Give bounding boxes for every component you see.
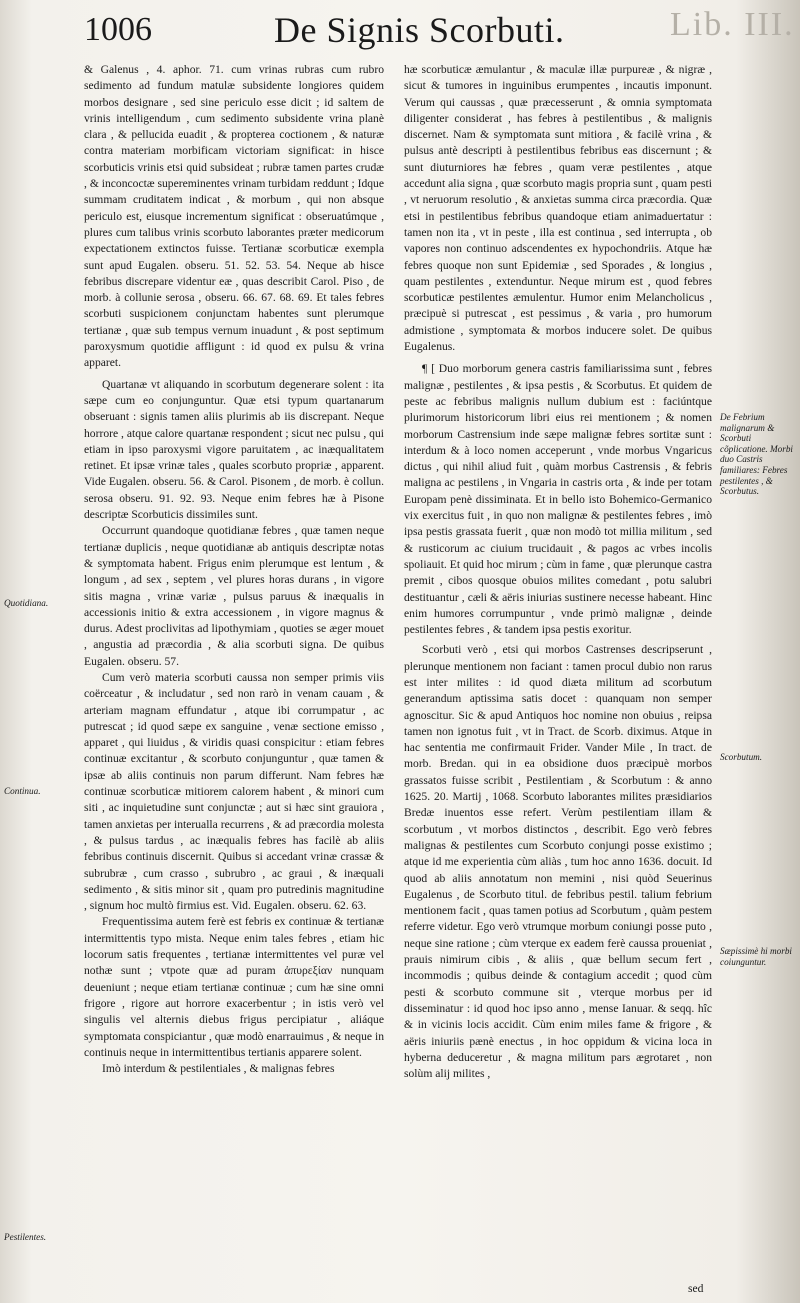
- paragraph-mixed-fever: Frequentissima autem ferè est febris ex continuæ & tertianæ intermittentis typo mista. Neque enim tales febres , etiam hic locorum satis frequentes , tertianæ intermittentes vel puræ vel nothæ sunt ; vtpote quæ ad puram ἀπυρεξίαν nunquam deueniunt ; neque etiam tertianæ continuæ ; cum hæ sine omni frigore , rigore aut horrore exacerbentur ; in istis verò vel singulis vel alternis diebus frigus percipiatur , aliáque symptomata conspiciantur , quæ modò enarrauimus , & neque in continuis neque in intermittentibus tertianis apparere solent.: [84, 915, 384, 1059]
- paragraph-pestilential: Imò interdum & pestilentiales , & malignas febres: [102, 1062, 335, 1076]
- paragraph-quotidian: Occurrunt quandoque quotidianæ febres , quæ tamen neque tertianæ duplicis , neque quotidianæ ab antiquis descriptæ notas & symptomata habent. Frigus enim plerumque est lentum , & longum , ad sex , septem , vel plures horas durans , in vigore sitis magna , vrinæ variæ , pulsus paruus & inæqualis in accessionis initio & extra accessionem , in vigore magnus & durus. Adest proclivitas ad lipothymiam , quoties se æger mouet , angustia ad præcordia , & alia scorbuti signa. De quibus Eugalen. obseru. 57.: [84, 524, 384, 668]
- paragraph-quartan: Quartanæ vt aliquando in scorbutum degenerare solent : ita sæpe cum eo conjunguntur. Quæ etsi typum quartanarum obseruant : signis tamen aliis plurimis ab iis discrepant. Neque horrore , atque calore quartanæ respondent ; sicut nec pulsu , qui etiam in ipso paroxysmi vigore paruitatem , ac inæqualitatem retinet. Et ipsæ vrinæ tales , quales scorbuto propriæ , apparent. Vide Eugalen. obseru. 56. & Carol. Pisonem , de morb. è collun. serosa obseru. 91. 92. 93. Neque enim febres hæ à Pisone descriptæ Scorbuticis dissimiles sunt.: [84, 377, 384, 522]
- paragraph-continuous: Cum verò materia scorbuti caussa non semper primis viis coërceatur , & includatur , sed non rarò in venam cauam , & arteriam magnam effundatur , atque ibi corrumpatur , ac putrescat ; id quod sæpe ex sanguine , venæ sectione emisso , apparet , qui liuidus , & viridis quasi conspicitur : etiam febres continuæ excitantur , & scorbuto conjunguntur , quæ tamen & ipsæ ab aliis continuis non parum differunt. Nam febres hæ continuæ scorbuticæ mitiorem calorem habent , & minori cum siti , ac inquietudine sunt conjunctæ ; aut si hæc sint grauiora , tamen anxietas per interualla recurrens , & ad præcordia molesta , & pulsus tardus , ac inæqualis febres has facilè ab aliis febribus continuis discernit. Quibus si accedant vrinæ crassæ & subrubræ , cum crasso , subrubro , ac graui , & inæquali sedimento , & sitis minor sit , quam pro putredinis magnitudine , signum hoc multò firmius est. Vid. Eugalen. obseru. 62. 63.: [84, 670, 384, 913]
- page-number: 1006: [84, 11, 152, 48]
- bleed-through-text: Lib. III.: [670, 6, 795, 43]
- right-column: [404, 62, 712, 1082]
- paragraph-scurvy-soldiers: Scorbuti verò , etsi qui morbos Castrenses descripserunt , plerunque mentionem non faciant : tamen procul dubio non rarus est inter milites : id quod diæta militum ad scorbutum generandum aptissima satis docet : quanquam non semper agnoscitur. Sic & apud Antiquos hoc nomine non obuius , reipsa tamen non ignotus fuit , vt in Tract. de Scorb. diximus. Atque in hac sententia me confirmauit Frider. Vander Mile , In tract. de morb. Bredan. qui in ea obsidione duos præcipuè morbos grassatos fuisse scribit , Pestilentiam , & Scorbutum : & anno 1625. 20. Martij , 1068. Scorbuto laborantes milites præsidiarios Bredæ inuentos esse refert. Verùm pestilentiam illam & scorbutum , vt morbos distinctos , describit. Ego verò febres malignas & pestilentes cum Scorbuto conjungi posse existimo ; atque id me experientia cùm aliàs , tum hoc anno 1636. docuit. Id quod ab aliis annotatum non memini , nisi quòd Seuerinus Eugalenus , de Scorbuto titul. de febribus pestil. talium febrium mentionem facit , quas tamen potius ad Scorbutum , quàm pestem referre videtur. Ego verò vtrumque morbum coniungi posse puto , neque sine ratione ; cùm vterque ex eadem ferè caussa proueniat , prauis nimirum cibis , & aliis , quæ bellum secum fert , incommodis ; quibus deinde & contagium accedit ; quod cùm pesti & scorbuto commune sit , vterque morbus per id disseminatur : id quod hoc ipso anno , mense Ianuar. & seqq. hîc & in vicinis locis accidit. Cùm enim miles fame & frigore , & aëris iniuriis pænè enectus , in hoc oppidum & vicina loca in hyberna deduceretur , & magna militum pars ægrotaret , non solùm alij milites ,: [404, 643, 712, 1081]
- paragraph-scorbutic-fevers: hæ scorbuticæ æmulantur , & maculæ illæ purpureæ , & nigræ , sicut & tumores in inguinibus erumpentes , incautis imponunt. Verum qui caussas , quæ præcesserunt , & omnia symptomata diligenter considerat , has febres à pestilentibus , & malignis discernet. Nam & symptomata sunt mitiora , & facilè vrina , & pulsus antè descripti à pestilentibus febribus eas discernunt ; & sunt diuturniores hæ febres , quam veræ pestilentes , atque accedunt alia signa , quæ scorbuto magis propria sunt , quam pesti , vt neruorum resolutio , & anxietas summa circa præcordia. Quæ etsi in pestilentibus febribus quandoque etiam animaduertatur : tamen non ita , vt in peste , illa est continua , sed interrupta , ob vapores non continuo adscendentes ex hypochondriis. Atque hæ febres quoque non sunt Epidemiæ , sed Sporades , & longius , quam pestilentes , extenduntur. Neque mirum est , quod febres scorbuticæ pestilentes æmulentur. Humor enim Melancholicus , præcipuè si putrescat , est pessimus , & varia , pro humorum admistione , symptomata & morbos inducere solet. De quibus Eugalenus.: [404, 63, 712, 354]
- paragraph-urine: & Galenus , 4. aphor. 71. cum vrinas rubras cum rubro sedimento ad fundum matulæ subsidente longiores quidem morbos designare , sed sine periculo esse dicit ; id saltem de vrinis intelligendum , cum sedimento subsidente vrina planè clara , & pellucida euadit , & propterea coctionem , & naturæ contra materiam morbificam victoriam significat: in hisce scorbuticis vrinis etsi quid subsideat ; rubræ tamen partes crudæ , & inconcoctæ supereminentes vrinam turbidam reddunt ; Idque summam cruditatem indicat , & morbum , qui non absque periculo est, eiusque incrementum significat : obseruatúmque , plures cum talibus vrinis scorbuto laborantes præter medicorum expectationem extinctos fuisse. Tertianæ scorbuticæ exempla sunt apud Eugalen. obseru. 51. 52. 53. 54. Neque ab hisce febribus discrepare videntur eæ , quas describit Carol. Piso , de morb. à collunie serosa , obseru. 66. 67. 68. 69. Et tales febres scorbuti suspicionem conjunctam habentes sunt plerumque tertianæ , quæ sub tempus vernum inuadunt , & post septimum paroxysmum quotidie affligunt : id quod ex pulsu & vrina apparet.: [84, 63, 384, 370]
- margin-note-continua: Continua.: [4, 786, 41, 796]
- margin-note-scorbutum: Scorbutum.: [720, 752, 763, 762]
- running-title: De Signis Scorbuti.: [274, 10, 565, 50]
- left-column: [84, 62, 384, 1077]
- catchword: sed: [688, 1282, 704, 1295]
- margin-note-pestilentes: Pestilentes.: [4, 1232, 47, 1242]
- paragraph-camp-diseases: ¶ [ Duo morborum genera castris familiarissima sunt , febres malignæ , pestilentes , & ipsa pestis , & Scorbutus. Et quidem de peste ac febribus malignis nullum dubium est : faciúntque plurimorum historicorum libri eius rei mentionem ; & nomen morborum Castrensium inde sæpe malignæ febres sortitæ sunt : interdum & à loco nomen acceperunt , vnde morbus Vngaricus dictus , qui nihil aliud fuit , quàm morbus Castrensis , & febris maligna ac pestilens , in Vngaria in castris orta , & inde per totam Europam penè dissiminata. Et in bello isto Bohemico-Germanico vix exercitus fuit , in quo non malignæ & pestilentes febres , imò ipsa pestis grassata fuerit , quæ non modò tot millia militum , sed & rusticorum ac ciuium trucidauit , & pagos ac vrbes incolis spoliauit. Et quid hoc mirum ; cùm in fame , quæ plerunque castra premit , cibos quosque obuios milites comedant , potu salubri destituantur , cæli & aëris iniurias sustinere necesse habeant. Hinc enim humores corrumpuntur , vnde primò malignæ , deinde pestilentes febres , & tandem ipsa pestis exoritur.: [404, 362, 712, 637]
- running-head: [84, 10, 684, 56]
- margin-note-febrium: De Febrium malignarum & Scorbuti cõplicatione. Morbi duo Castris familiares: Febres pestilentes , & Scorbutus.: [720, 412, 793, 497]
- margin-note-quotidiana: Quotidiana.: [4, 598, 49, 608]
- margin-note-saepissime: Sæpissimè hi morbi coiunguntur.: [720, 946, 792, 967]
